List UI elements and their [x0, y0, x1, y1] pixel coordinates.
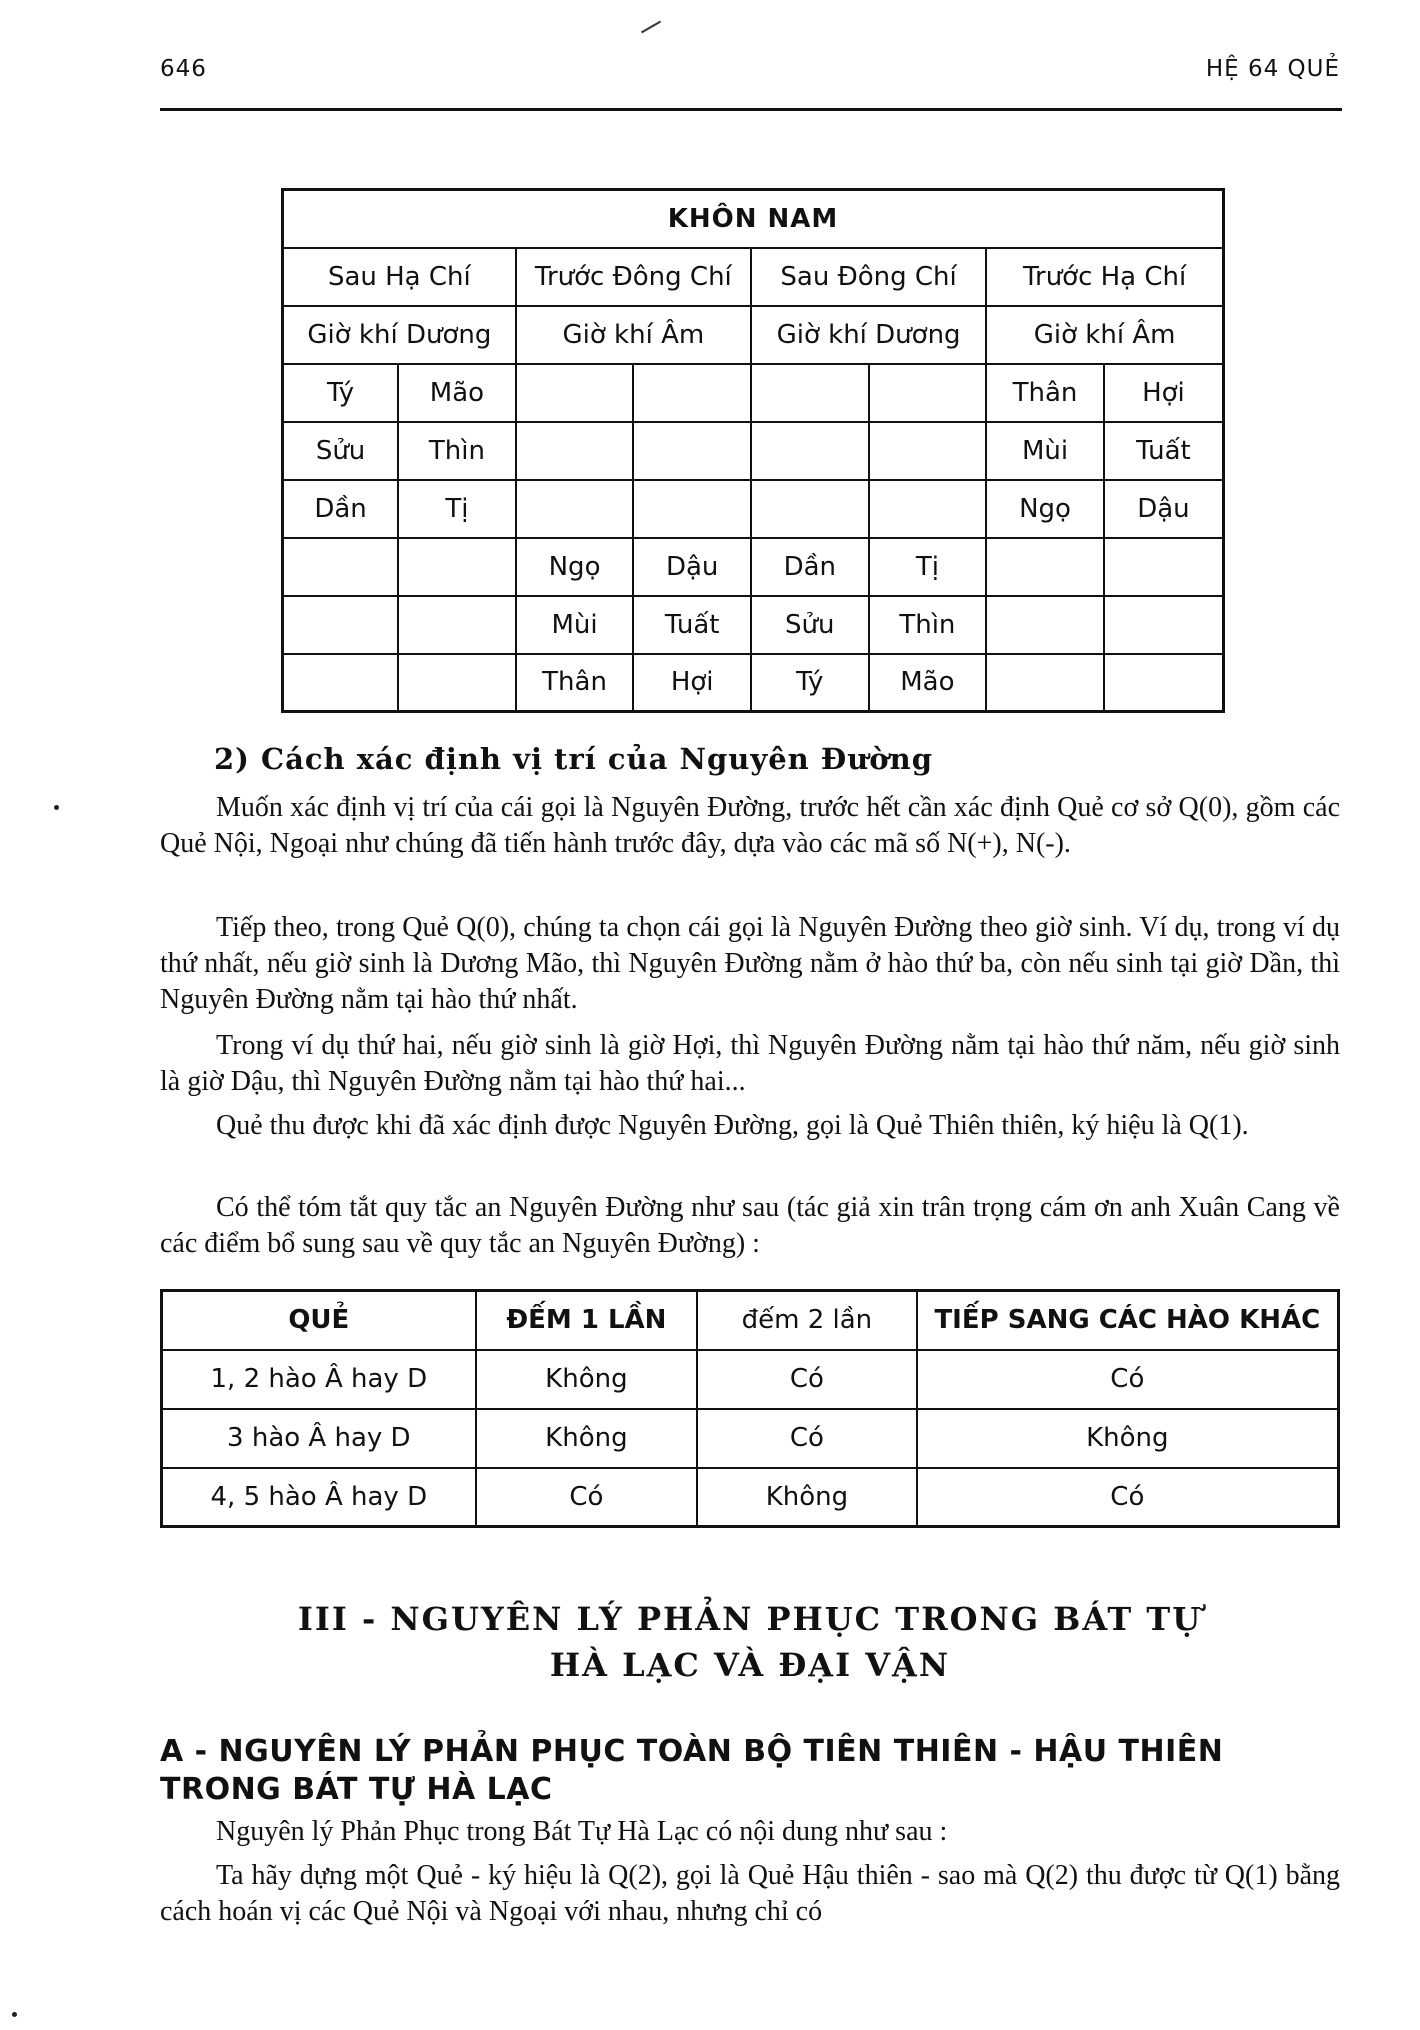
table-cell: Thân	[986, 364, 1104, 422]
table-cell: 3 hào Â hay D	[162, 1409, 476, 1468]
table-cell	[1104, 596, 1224, 654]
table-cell: Không	[697, 1468, 917, 1527]
body-paragraph: Quẻ thu được khi đã xác định được Nguyên Đường, gọi là Quẻ Thiên thiên, ký hiệu là Q(1).	[216, 1110, 1249, 1141]
chapter-title-line: III - NGUYÊN LÝ PHẢN PHỤC TRONG BÁT TỰ	[297, 1600, 1203, 1638]
period-header: Trước Hạ Chí	[986, 248, 1223, 306]
table-cell	[869, 364, 987, 422]
table-row	[283, 422, 1224, 480]
table-cell: Hợi	[1104, 364, 1224, 422]
table-cell	[516, 422, 634, 480]
table-cell: Có	[917, 1468, 1339, 1527]
chapter-title-line: HÀ LẠC VÀ ĐẠI VẬN	[549, 1646, 951, 1684]
header-rule	[160, 108, 1342, 111]
table-row	[162, 1409, 1339, 1468]
period-header: Sau Hạ Chí	[283, 248, 516, 306]
hour-type-header: Giờ khí Âm	[986, 306, 1223, 364]
table-row	[283, 480, 1224, 538]
period-header: Sau Đông Chí	[751, 248, 986, 306]
table-cell: Dậu	[1104, 480, 1224, 538]
column-header: đếm 2 lần	[697, 1291, 917, 1350]
table-cell: Có	[697, 1409, 917, 1468]
table-cell: Hợi	[633, 654, 751, 712]
table-cell	[633, 480, 751, 538]
body-paragraph: Có thể tóm tắt quy tắc an Nguyên Đường như sau (tác giả xin trân trọng cám ơn anh Xuân Cang về các điểm bổ sung sau về quy tắc an Nguyên Đường) :	[160, 1192, 1340, 1259]
table-cell	[398, 538, 516, 596]
body-paragraph: Ta hãy dựng một Quẻ - ký hiệu là Q(2), gọi là Quẻ Hậu thiên - sao mà Q(2) thu được từ Q(1) bằng cách hoán vị các Quẻ Nội và Ngoại với nhau, nhưng chỉ có	[160, 1860, 1340, 1927]
table-cell	[1104, 654, 1224, 712]
running-title: HỆ 64 QUẺ	[1205, 56, 1340, 82]
table-cell	[986, 538, 1104, 596]
table-cell	[633, 422, 751, 480]
section-heading: 2) Cách xác định vị trí của Nguyên Đường	[214, 742, 933, 776]
pen-mark	[641, 21, 661, 34]
table-cell: Sửu	[751, 596, 869, 654]
table-cell	[986, 596, 1104, 654]
table-cell: 4, 5 hào Â hay D	[162, 1468, 476, 1527]
table-cell: Tị	[869, 538, 987, 596]
body-paragraph: Muốn xác định vị trí của cái gọi là Nguyên Đường, trước hết cần xác định Quẻ cơ sở Q(0), gồm các Quẻ Nội, Ngoại như chúng đã tiến hành trước đây, dựa vào các mã số N(+), N(-).	[160, 792, 1340, 859]
table-cell	[986, 654, 1104, 712]
column-header: ĐẾM 1 LẦN	[476, 1291, 698, 1350]
table-title: KHÔN NAM	[283, 190, 1224, 248]
body-paragraph: Trong ví dụ thứ hai, nếu giờ sinh là giờ Hợi, thì Nguyên Đường nằm tại hào thứ năm, nếu giờ sinh là giờ Dậu, thì Nguyên Đường nằm tại hào thứ hai...	[160, 1030, 1340, 1097]
table-cell	[398, 596, 516, 654]
table-cell: Sửu	[283, 422, 399, 480]
table-cell: Không	[476, 1409, 698, 1468]
nguyen-duong-rules-table	[160, 1289, 1340, 1528]
table-cell: Mùi	[516, 596, 634, 654]
table-cell: Dần	[751, 538, 869, 596]
khon-nam-table	[281, 188, 1225, 713]
speck-mark	[54, 805, 59, 810]
body-paragraph: Nguyên lý Phản Phục trong Bát Tự Hà Lạc có nội dung như sau :	[216, 1816, 948, 1847]
table-row	[283, 596, 1224, 654]
table-cell	[398, 654, 516, 712]
subsection-heading: A - NGUYÊN LÝ PHẢN PHỤC TOÀN BỘ TIÊN THIÊN - HẬU THIÊN TRONG BÁT TỰ HÀ LẠC	[160, 1734, 1224, 1807]
table-cell: Tuất	[633, 596, 751, 654]
table-cell	[751, 364, 869, 422]
table-cell: Dần	[283, 480, 399, 538]
table-cell	[869, 480, 987, 538]
table-row	[283, 364, 1224, 422]
table-cell: Ngọ	[516, 538, 634, 596]
table-row	[283, 654, 1224, 712]
table-cell: Mão	[869, 654, 987, 712]
table-cell	[283, 596, 399, 654]
period-row	[283, 248, 1224, 306]
table-cell: Thìn	[869, 596, 987, 654]
hour-type-header: Giờ khí Âm	[516, 306, 751, 364]
table-cell: Ngọ	[986, 480, 1104, 538]
table-cell: Có	[917, 1350, 1339, 1409]
table-cell	[869, 422, 987, 480]
table-cell: Tý	[751, 654, 869, 712]
table-cell: Dậu	[633, 538, 751, 596]
table-cell: Có	[476, 1468, 698, 1527]
hour-type-row	[283, 306, 1224, 364]
table-cell	[283, 654, 399, 712]
table-cell: Tuất	[1104, 422, 1224, 480]
table-cell	[516, 364, 634, 422]
table-cell: Không	[476, 1350, 698, 1409]
table-cell	[751, 480, 869, 538]
column-header: TIẾP SANG CÁC HÀO KHÁC	[917, 1291, 1339, 1350]
table-cell	[516, 480, 634, 538]
table-cell	[283, 538, 399, 596]
table-cell: Có	[697, 1350, 917, 1409]
table-row	[162, 1350, 1339, 1409]
table-cell: Thân	[516, 654, 634, 712]
table-cell: Thìn	[398, 422, 516, 480]
table-cell: Không	[917, 1409, 1339, 1468]
table-cell: Mão	[398, 364, 516, 422]
hour-type-header: Giờ khí Dương	[751, 306, 986, 364]
page-number: 646	[160, 56, 207, 82]
table-cell: 1, 2 hào Â hay D	[162, 1350, 476, 1409]
table-header-row	[162, 1291, 1339, 1350]
table-row	[162, 1468, 1339, 1527]
table-cell: Mùi	[986, 422, 1104, 480]
body-paragraph: Tiếp theo, trong Quẻ Q(0), chúng ta chọn cái gọi là Nguyên Đường theo giờ sinh. Ví dụ, trong ví dụ thứ nhất, nếu giờ sinh là Dương Mão, thì Nguyên Đường nằm ở hào thứ ba, còn nếu sinh tại giờ Dần, thì Nguyên Đường nằm tại hào thứ nhất.	[160, 912, 1340, 1015]
table-cell	[1104, 538, 1224, 596]
column-header: QUẺ	[162, 1291, 476, 1350]
hour-type-header: Giờ khí Dương	[283, 306, 516, 364]
period-header: Trước Đông Chí	[516, 248, 751, 306]
table-cell	[751, 422, 869, 480]
speck-mark	[12, 2012, 17, 2017]
table-cell: Tý	[283, 364, 399, 422]
table-cell: Tị	[398, 480, 516, 538]
table-cell	[633, 364, 751, 422]
table-row	[283, 538, 1224, 596]
